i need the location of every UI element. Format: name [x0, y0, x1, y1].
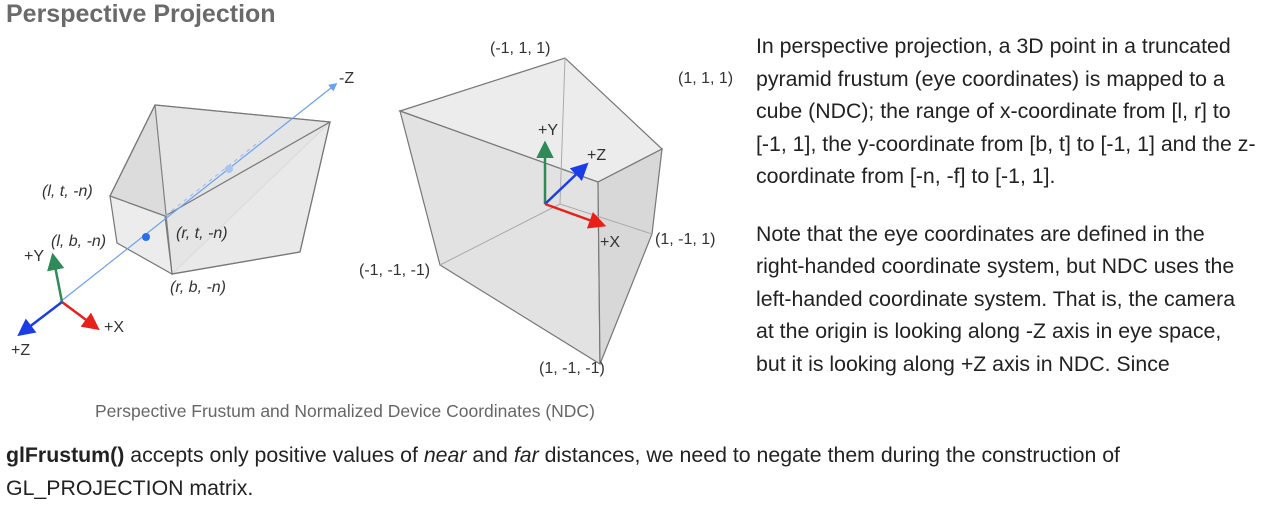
- ndc-y-label: +Y: [538, 122, 559, 139]
- eye-x-label: +X: [104, 319, 125, 336]
- ndc-x-label: +X: [600, 234, 621, 251]
- frustum-shape: [110, 105, 330, 274]
- near-plane-center-dot: [142, 233, 150, 241]
- cube-corner-1-1-1-label: (1, 1, 1): [678, 70, 734, 87]
- eye-y-axis: [53, 256, 62, 302]
- far-plane-center-dot: [225, 165, 233, 173]
- ndc-z-label: +Z: [587, 147, 607, 164]
- cube-corner-m1-1-1-label: (-1, 1, 1): [490, 40, 551, 57]
- bottom-paragraph: [6, 439, 1246, 504]
- corner-rbn-label: (r, b, -n): [170, 279, 227, 296]
- near-term: near: [423, 443, 467, 467]
- ndc-cube-shape: [400, 58, 662, 364]
- bottom-text-3: distances, we need to negate them during the construction of GL_PROJECTION matrix.: [6, 443, 1120, 500]
- cube-corner-m1-m1-m1-label: (-1, -1, -1): [359, 262, 431, 279]
- paragraph-1: In perspective projection, a 3D point in a truncated pyramid frustum (eye coordinates) is mapped to a cube (NDC); the range of x-coordinate from [l, r] to [-1, 1], the y-coordinate from [b, t] to [-1, 1] and the z-coordinate from [-n, -f] to [-1, 1].: [756, 34, 1256, 188]
- bottom-text-1: accepts only positive values of: [124, 443, 424, 467]
- projection-diagram: [0, 34, 740, 434]
- side-text: [756, 30, 1256, 380]
- cube-corner-1-m1-1-label: (1, -1, 1): [655, 231, 716, 248]
- cube-corner-1-m1-m1-label: (1, -1, -1): [539, 360, 605, 377]
- paragraph-2: Note that the eye coordinates are defined in the right-handed coordinate system, but NDC uses the left-handed coordinate system. That is, the camera at the origin is looking along -Z axis in eye space, but it is looking along +Z axis in NDC. Since: [756, 221, 1236, 376]
- corner-lbn-label: (l, b, -n): [51, 233, 107, 250]
- bottom-text-2: and: [466, 443, 514, 467]
- projection-figure: [0, 34, 740, 434]
- eye-y-label: +Y: [24, 248, 45, 265]
- eye-z-label: +Z: [11, 342, 31, 359]
- corner-ltn-label: (l, t, -n): [42, 183, 93, 200]
- far-term: far: [513, 443, 539, 467]
- page-title: Perspective Projection: [6, 0, 276, 28]
- neg-z-axis-label: -Z: [339, 70, 355, 87]
- figure-caption: Perspective Frustum and Normalized Device Coordinates (NDC): [95, 401, 595, 421]
- eye-x-axis: [62, 302, 97, 328]
- corner-rtn-label: (r, t, -n): [176, 225, 228, 242]
- eye-z-axis: [20, 302, 62, 334]
- glfrustum-function-name: glFrustum(): [6, 443, 125, 467]
